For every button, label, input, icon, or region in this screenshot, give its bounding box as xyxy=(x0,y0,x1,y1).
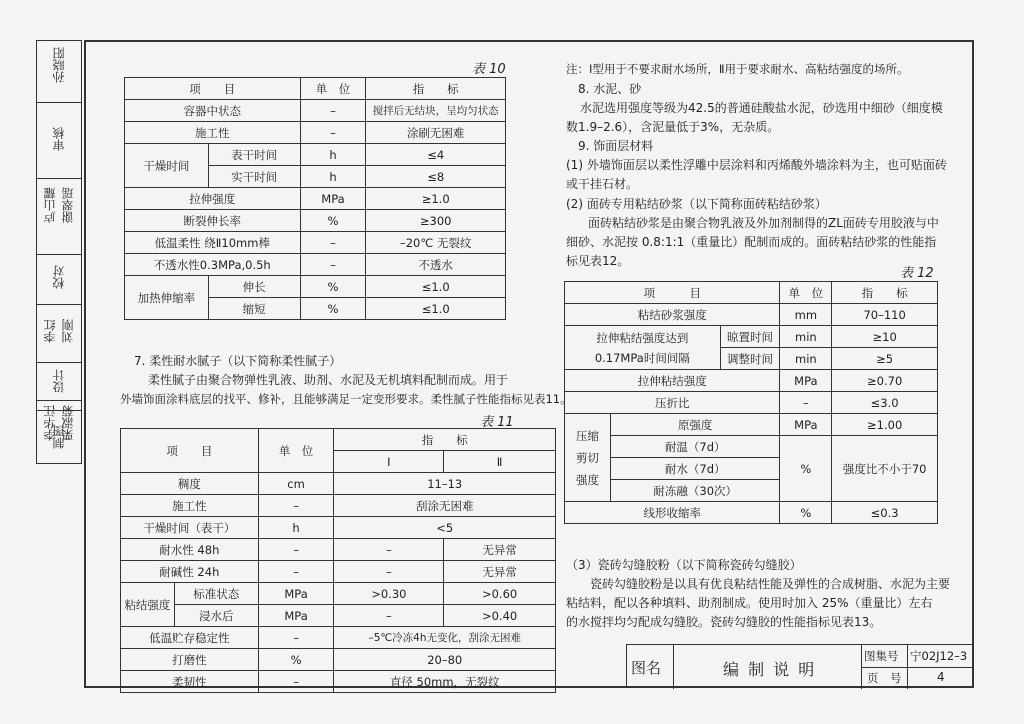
table-cell: % xyxy=(258,649,334,671)
approval-role: 设计 xyxy=(52,369,66,393)
table-header: 单 位 xyxy=(300,78,366,100)
table-cell: 施工性 xyxy=(121,495,259,517)
table-cell: 不透水性0.3MPa,0.5h xyxy=(125,254,301,276)
table-cell: % xyxy=(780,436,832,502)
section-9-line: 粘结料，配以各种填料、助剂制成。使用时加入 25%（重量比）左右 xyxy=(566,596,933,610)
table-row xyxy=(125,276,506,298)
table-cell: 伸长 xyxy=(208,276,300,298)
table-cell: % xyxy=(780,502,832,524)
table-cell: >0.30 xyxy=(334,583,444,605)
approval-role: 制图 xyxy=(52,425,66,449)
table-cell: 柔韧性 xyxy=(121,671,259,693)
table-row xyxy=(125,78,506,100)
approval-name: 孙晓阳 xyxy=(52,47,66,83)
table-row xyxy=(125,254,506,276)
section-9-title: 9. 饰面层材料 xyxy=(578,139,654,153)
table-cell: ≤4 xyxy=(366,144,506,166)
table-row xyxy=(565,370,938,392)
title-block xyxy=(626,644,974,688)
table-cell: mm xyxy=(780,304,832,326)
table-cell: ≤1.0 xyxy=(366,298,506,320)
table-row xyxy=(121,473,556,495)
drawing-title: 编 制 说 明 xyxy=(723,660,817,679)
strip-cell xyxy=(37,41,81,103)
table-cell: 容器中状态 xyxy=(125,100,301,122)
table-cell: 刮涂无困难 xyxy=(334,495,556,517)
table-row xyxy=(121,429,556,451)
approval-name: 刘刚 xyxy=(61,319,75,343)
table-cell: 原强度 xyxy=(610,414,779,436)
table-cell: min xyxy=(780,348,832,370)
table-cell: ≥0.70 xyxy=(832,370,938,392)
table-cell: 拉伸粘结强度 xyxy=(565,370,780,392)
table-cell: MPa xyxy=(258,605,334,627)
table-11 xyxy=(120,428,556,693)
table-row xyxy=(125,100,506,122)
table-cell: 拉伸粘结强度达到 0.17MPa时间间隔 xyxy=(565,326,721,370)
table-cell: 压折比 xyxy=(565,392,780,414)
table-cell: % xyxy=(300,210,366,232)
table-cell: – xyxy=(258,561,334,583)
table-row xyxy=(121,605,556,627)
table-cell: min xyxy=(780,326,832,348)
table-cell: 强度比不小于70 xyxy=(832,436,938,502)
table-cell: MPa xyxy=(300,188,366,210)
table-row xyxy=(565,392,938,414)
table-cell: 拉伸强度 xyxy=(125,188,301,210)
table-cell: 粘结砂浆强度 xyxy=(565,304,780,326)
table-cell: 低温柔性 绕Ⅱ10mm棒 xyxy=(125,232,301,254)
table-cell: 无异常 xyxy=(444,561,556,583)
strip-cell xyxy=(37,363,81,401)
table-header: Ⅰ xyxy=(334,451,444,473)
approval-name: 谢翠瑶 xyxy=(61,187,75,223)
table-cell: 干燥时间 xyxy=(125,144,209,188)
table-header: 指 标 xyxy=(334,429,556,451)
atlas-number: 宁02J12–3 xyxy=(910,649,968,663)
table-cell: >0.60 xyxy=(444,583,556,605)
title-label: 图名 xyxy=(631,659,662,677)
section-9-line: 或干挂石材。 xyxy=(566,177,639,191)
table-row xyxy=(125,122,506,144)
section-9-line: 面砖粘结砂浆是由聚合物乳液及外加剂制得的ZL面砖专用胶液与中 xyxy=(588,216,939,230)
table-10-number: 表 10 xyxy=(472,62,506,77)
table-cell: 20–80 xyxy=(334,649,556,671)
table-cell: ≤3.0 xyxy=(832,392,938,414)
table-header: 单 位 xyxy=(258,429,334,473)
table-row xyxy=(125,232,506,254)
strip-cell xyxy=(37,305,81,363)
table-cell: 11–13 xyxy=(334,473,556,495)
table-cell: 打磨性 xyxy=(121,649,259,671)
table-cell: – xyxy=(300,254,366,276)
table-row xyxy=(121,517,556,539)
table-cell: 施工性 xyxy=(125,122,301,144)
section-9-line: 标见表12。 xyxy=(566,254,630,268)
table-row xyxy=(565,502,938,524)
table-row xyxy=(121,671,556,693)
section-7-line: 外墙饰面涂料底层的找平、修补，且能够满足一定变形要求。柔性腻子性能指标见表11。 xyxy=(120,392,572,406)
table-cell: ≤1.0 xyxy=(366,276,506,298)
table-cell: – xyxy=(258,539,334,561)
table-cell: <5 xyxy=(334,517,556,539)
table-cell: 涂刷无困难 xyxy=(366,122,506,144)
table-10 xyxy=(124,77,506,320)
note-line: 注：Ⅰ型用于不要求耐水场所，Ⅱ用于要求耐水、高粘结强度的场所。 xyxy=(566,62,909,76)
table-cell: ≥300 xyxy=(366,210,506,232)
table-12-number: 表 12 xyxy=(900,266,934,281)
section-7-line: 柔性腻子由聚合物弹性乳液、助剂、水泥及无机填料配制而成。用于 xyxy=(148,373,509,387)
table-cell: 线形收缩率 xyxy=(565,502,780,524)
approval-strip xyxy=(36,40,82,464)
table-row xyxy=(565,326,938,348)
table-cell: – xyxy=(334,605,444,627)
table-row xyxy=(565,436,938,458)
section-9-line: 细砂、水泥按 0.8:1:1（重量比）配制而成的。面砖粘结砂浆的性能指 xyxy=(566,235,937,249)
table-cell: 耐温（7d） xyxy=(610,436,779,458)
table-cell: – xyxy=(334,539,444,561)
divider xyxy=(861,667,973,668)
table-cell: 实干时间 xyxy=(208,166,300,188)
table-header: 项 目 xyxy=(125,78,301,100)
table-cell: ≥5 xyxy=(832,348,938,370)
table-cell: MPa xyxy=(258,583,334,605)
table-cell: – xyxy=(300,100,366,122)
table-cell: 加热伸缩率 xyxy=(125,276,209,320)
table-cell: – xyxy=(780,392,832,414)
table-cell: 直径 50mm，无裂纹 xyxy=(334,671,556,693)
approval-name: 栗淑菊 xyxy=(61,405,75,441)
table-row xyxy=(565,282,938,304)
section-8-line: 水泥选用强度等级为42.5的普通硅酸盐水泥，砂选用中细砂（细度模 xyxy=(580,101,943,115)
table-header: 指 标 xyxy=(832,282,938,304)
atlas-label: 图集号 xyxy=(864,649,899,663)
section-7-title: 7. 柔性耐水腻子（以下简称柔性腻子） xyxy=(134,354,342,368)
table-cell: – xyxy=(258,671,334,693)
table-row xyxy=(121,561,556,583)
table-cell: 断裂伸长率 xyxy=(125,210,301,232)
table-cell: – xyxy=(334,561,444,583)
table-cell: – xyxy=(300,122,366,144)
table-header: 指 标 xyxy=(366,78,506,100)
table-cell: – xyxy=(300,232,366,254)
table-cell: 不透水 xyxy=(366,254,506,276)
strip-cell xyxy=(37,103,81,179)
section-9-subtitle: （3）瓷砖勾缝胶粉（以下简称瓷砖勾缝胶） xyxy=(566,558,802,572)
approval-role: 审核 xyxy=(52,127,66,151)
table-cell: – xyxy=(258,495,334,517)
table-cell: 低温贮存稳定性 xyxy=(121,627,259,649)
table-cell: h xyxy=(258,517,334,539)
table-cell: ≥1.00 xyxy=(832,414,938,436)
table-row xyxy=(121,539,556,561)
page-label: 页 号 xyxy=(867,671,902,685)
table-cell: cm xyxy=(258,473,334,495)
table-row xyxy=(125,188,506,210)
section-9-line: 瓷砖勾缝胶粉是以具有优良粘结性能及弹性的合成树脂、水泥为主要 xyxy=(590,577,951,591)
table-cell: ≥10 xyxy=(832,326,938,348)
table-header: 项 目 xyxy=(121,429,259,473)
table-cell: – xyxy=(258,627,334,649)
divider xyxy=(673,645,674,689)
table-cell: MPa xyxy=(780,414,832,436)
table-cell: 耐水（7d） xyxy=(610,458,779,480)
table-row xyxy=(121,627,556,649)
section-8-line: 数1.9–2.6），含泥量低于3%，无杂质。 xyxy=(566,120,780,134)
table-cell: 耐水性 48h xyxy=(121,539,259,561)
table-cell: h xyxy=(300,144,366,166)
table-header: Ⅱ xyxy=(444,451,556,473)
section-9-subtitle: (2) 面砖专用粘结砂浆（以下简称面砖粘结砂浆） xyxy=(566,197,827,211)
table-cell: 浸水后 xyxy=(174,605,258,627)
table-cell: 干燥时间（表干） xyxy=(121,517,259,539)
strip-cell-draw xyxy=(36,410,82,464)
table-row xyxy=(121,649,556,671)
table-cell: 耐碱性 24h xyxy=(121,561,259,583)
table-row xyxy=(565,304,938,326)
table-cell: h xyxy=(300,166,366,188)
table-cell: 70–110 xyxy=(832,304,938,326)
table-cell: 调整时间 xyxy=(720,348,780,370)
table-cell: ≤8 xyxy=(366,166,506,188)
table-cell: 稠度 xyxy=(121,473,259,495)
table-header: 单 位 xyxy=(780,282,832,304)
table-cell: % xyxy=(300,276,366,298)
approval-role: 校对 xyxy=(52,265,66,289)
strip-cell xyxy=(37,255,81,305)
approval-name: 李红 xyxy=(43,319,57,343)
section-9-line: (1) 外墙饰面层以柔性浮雕中层涂料和丙烯酸外墙涂料为主，也可贴面砖 xyxy=(566,158,947,172)
table-cell: ≥1.0 xyxy=(366,188,506,210)
table-cell: –5℃冷冻4h无变化，刮涂无困难 xyxy=(334,627,556,649)
table-cell: –20℃ 无裂纹 xyxy=(366,232,506,254)
table-cell: 粘结强度 xyxy=(121,583,175,627)
table-row xyxy=(121,583,556,605)
approval-name: 庐山耀 xyxy=(43,187,57,223)
table-cell: 压缩剪切强度 xyxy=(565,414,611,502)
approval-name: 李华江 xyxy=(43,405,57,441)
section-8-title: 8. 水泥、砂 xyxy=(578,82,642,96)
table-cell: MPa xyxy=(780,370,832,392)
table-11-number: 表 11 xyxy=(480,415,514,430)
table-row xyxy=(125,210,506,232)
strip-cell xyxy=(37,179,81,255)
section-9-line: 的水搅拌均匀配成勾缝胶。瓷砖勾缝胶的性能指标见表13。 xyxy=(566,615,882,629)
table-row xyxy=(121,495,556,517)
table-cell: ≤0.3 xyxy=(832,502,938,524)
table-cell: 无异常 xyxy=(444,539,556,561)
table-row xyxy=(125,144,506,166)
table-cell: 耐冻融（30次） xyxy=(610,480,779,502)
table-cell: 标准状态 xyxy=(174,583,258,605)
table-header: 项 目 xyxy=(565,282,780,304)
page-number: 4 xyxy=(937,670,945,684)
table-cell: 搅拌后无结块，呈均匀状态 xyxy=(366,100,506,122)
table-cell: 晾置时间 xyxy=(720,326,780,348)
table-cell: >0.40 xyxy=(444,605,556,627)
table-cell: 缩短 xyxy=(208,298,300,320)
table-cell: % xyxy=(300,298,366,320)
table-12 xyxy=(564,281,938,524)
table-row xyxy=(565,414,938,436)
table-cell: 表干时间 xyxy=(208,144,300,166)
